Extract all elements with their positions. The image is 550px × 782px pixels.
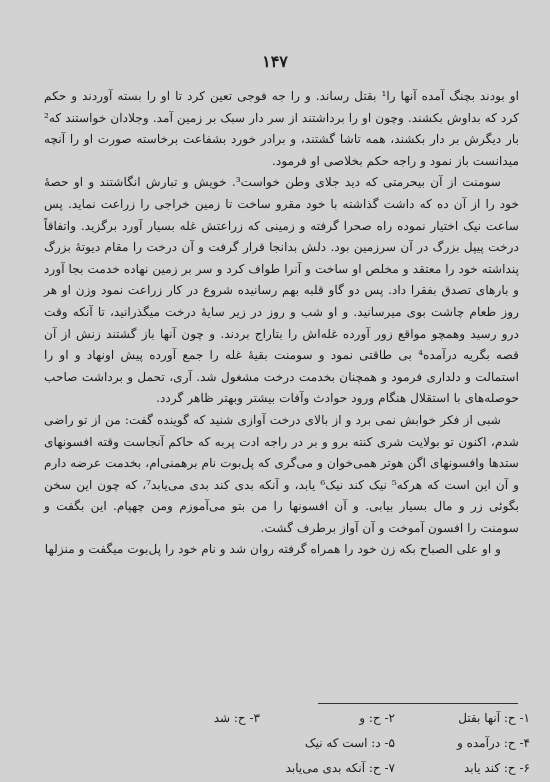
footnote: ۴- ح: درآمده و <box>456 736 530 750</box>
paragraph: شبی از فکر خوابش نمی برد و از بالای درخت آوازی شنید که گوینده گفت: من از تو راضی شدم، اکنون تو بولایت شری کنته برو و بر در راجه ادت پربه که حاکم آنجاست وقته افسونهای ستدها وافسونهای اگن هوتر همی‌خوان و می‌گری که پل‌بوت نام برهمنی‌ام، بخدمت عرضه دارم و آن این است که هرکه⁵ نیک کند نیک⁶ یابد، و آنکه بدی کند بدی می‌یابد⁷، که چون این سخن بگوئی زر و مال بسیار بیابی. و آن افسونها را من بتو می‌آموزم ومن چهپام. این بگفت و سومنت را افسون آموخت و آن آواز برطرف گشت. <box>44 412 519 535</box>
paragraph: و او علی الصباح بکه زن خود را همراه گرفته روان شد و نام خود را پل‌بوت میگفت و منزلها <box>44 542 501 557</box>
footnote <box>125 731 260 756</box>
footnote <box>125 756 260 781</box>
footnote: ۳- ح: شد <box>213 711 260 725</box>
footnote: ۶- ح: کند یابد <box>463 761 530 775</box>
footnote: ۱- ح: آنها بقتل <box>458 711 530 725</box>
paragraph: او بودند بچنگ آمده آنها را¹ بقتل رساند. و را جه فوجی تعین کرد تا او را بسته آوردند و حکم کرد که بداوش بکشند. وچون او را برداشتند از سر دار سبک بر زمین آمد. وجلادان خواستند که² بار دیگرش بر دار بکشند، همه تاشا گشتند، و برادر خورد بشفاعت برخاسته صورت او را آنچه میدانست باز نمود و راجه حکم بخلاصی او فرمود. <box>44 89 519 168</box>
footnote: ۲- ح: و <box>359 711 395 725</box>
body-text <box>44 86 519 561</box>
footnote: ۵- د: است که نیک <box>304 736 395 750</box>
footnote-row <box>96 731 530 756</box>
footnote: ۷- ح: آنکه بدی می‌یابد <box>285 761 395 775</box>
paragraph: سومنت از آن بیحرمتی که دید جلای وطن خواست³. خویش و تبارش انگاشتند و او حصه‌ٔ خود را از آن ده که داشت گذاشته با خود مقرو ساخت تا زمین خراجی را زراعت نماید. پس ساعت نیک اختیار نموده راه صحرا گرفته و زمینی که زراعتش غله بسیار آورد برگزید. واتفاقاً درخت پیپل بزرگ در آن سرزمین بود. دلش بدانجا قرار گرفت و آن درخت را مقام دیوته‌ٔ بزرگ پنداشته خود را معتقد و مخلص او ساخت و آنرا طواف کرد و سر بر زمین نهاده خدمت بجا آورد و بارهای تصدق بفقرا داد. پس دو گاو قلبه بهم رسانیده شروع در کار زراعت نمود وزن او هر روز طعام چاشت بوی میرسانید. و او شب و روز در زیر سایه‌ٔ درخت میگذرانید، تا آنکه وقت درو رسید وهمچو مواقع زور آورده غله‌اش را بتاراج بردند. و چون آنها باز گشتند زنش از آن قصه بگریه درآمده⁴ بی طاقتی نمود و سومنت بقیه‌ٔ غله را جمع آورده پیش اونهاد و او را استمالت و دلداری فرمود و همچنان بخدمت درخت مشغول شد. آری، تحمل و برداشت صاحب حوصله‌های با استقلال هنگام ورود حوادث وآفات بیشتر وبهتر ظاهر گردد. <box>44 175 519 406</box>
page-number: ۱۴۷ <box>262 52 288 71</box>
footnote-divider <box>318 703 518 704</box>
footnotes <box>96 706 530 781</box>
footnote-row <box>96 706 530 731</box>
footnote-row <box>96 756 530 781</box>
